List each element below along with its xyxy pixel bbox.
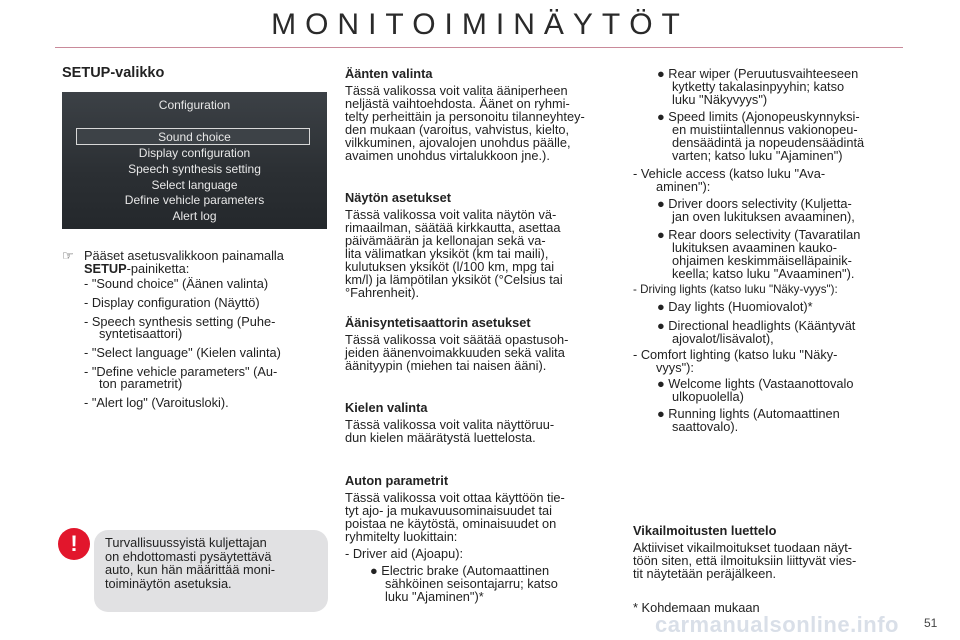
warning-line: Turvallisuussyistä kuljettajan: [105, 535, 267, 550]
list-item: - "Define vehicle parameters" (Au-: [84, 364, 278, 379]
section-title: SETUP-valikko: [62, 65, 165, 81]
dash-line: - Comfort lighting (katso luku "Näky-: [633, 347, 838, 362]
list-item-continued: ton parametrit): [99, 376, 183, 391]
welcome-lights-bullet: [657, 377, 900, 403]
bullet-line: kytketty takalasinpyyhin; katso: [672, 79, 845, 94]
page-number: 51: [924, 616, 938, 630]
bullet-line: ajovalot/lisävalot),: [672, 331, 774, 346]
bullet-line: ulkopuolella): [672, 389, 744, 404]
display-settings-text: [345, 208, 614, 299]
bullet-line: luku "Ajaminen")*: [385, 589, 484, 604]
bullet-line: ● Welcome lights (Vastaanottovalo: [657, 376, 854, 391]
bullet-line: en muistiintallennus vakionopeu-: [672, 122, 858, 137]
text-line: ryhmitelty luokittain:: [345, 529, 458, 544]
text-line: kulutuksen yksiköt (l/100 km, mpg tai: [345, 259, 555, 274]
intro-line-rest: -painiketta:: [126, 261, 190, 276]
screen-item-display-configuration: Display configuration: [138, 146, 251, 160]
text-line: töön siten, että ilmoituksiin liittyvät vies-: [633, 553, 857, 568]
text-line: äänityypin (miehen tai naisen ääni).: [345, 358, 547, 373]
text-line: °Fahrenheit).: [345, 285, 420, 300]
vehicle-access-item: [633, 167, 900, 193]
bullet-line: ● Driver doors selectivity (Kuljetta-: [657, 196, 852, 211]
screen-item-vehicle-parameters: Define vehicle parameters: [124, 193, 265, 207]
text-line: lita välimatkan yksiköt (km tai maili),: [345, 246, 549, 261]
intro-text: [84, 249, 327, 275]
screen-item-select-language: Select language: [151, 178, 238, 192]
warning-line: auto, kun hän määrittää moni-: [105, 562, 276, 577]
running-lights-bullet: [657, 407, 900, 433]
list-item: - "Sound choice" (Äänen valinta): [84, 276, 269, 291]
bullet-line: saattovalo).: [672, 419, 739, 434]
text-line: tyt ajo- ja mukavuusominaisuudet tai: [345, 503, 552, 518]
language-text: [345, 418, 614, 444]
text-line: Tässä valikossa voit säätää opastusoh-: [345, 332, 569, 347]
safety-warning-text: [105, 536, 321, 590]
alert-log-text: [633, 541, 900, 580]
speed-limits-bullet: [657, 110, 900, 162]
dash-line: aminen"):: [656, 179, 711, 194]
dash-line: - Vehicle access (katso luku "Ava-: [633, 166, 826, 181]
list-item: - "Alert log" (Varoitusloki).: [84, 395, 229, 410]
heading-sound-choice: Äänten valinta: [345, 66, 433, 81]
bullet-line: ● Speed limits (Ajonopeuskynnyksi-: [657, 109, 860, 124]
text-line: neljästä vaihtoehdosta. Äänet on ryhmi-: [345, 96, 570, 111]
warning-icon: !: [58, 528, 90, 560]
list-item: - Speech synthesis setting (Puhe-: [84, 314, 276, 329]
pointer-icon: ☞: [62, 248, 74, 263]
bullet-line: densäädintä ja nopeudensäädintä: [672, 135, 865, 150]
footnote: * Kohdemaan mukaan: [633, 600, 760, 615]
text-line: rimaailman, säätää kirkkautta, asettaa: [345, 220, 561, 235]
text-line: vilkkuminen, ajovalojen unohdus päälle,: [345, 135, 571, 150]
bullet-line: jan oven lukituksen avaaminen),: [672, 209, 855, 224]
rear-wiper-bullet: [657, 67, 900, 106]
list-item: - "Select language" (Kielen valinta): [84, 345, 281, 360]
heading-speech-synthesis: Äänisyntetisaattorin asetukset: [345, 315, 531, 330]
setup-button-name: SETUP: [84, 261, 127, 276]
text-line: poistaa ne käytöstä, ominaisuudet on: [345, 516, 557, 531]
rear-doors-bullet: [657, 228, 900, 280]
heading-display-settings: Näytön asetukset: [345, 190, 451, 205]
bullet-line: ● Running lights (Automaattinen: [657, 406, 840, 421]
text-line: Tässä valikossa voit valita ääniperheen: [345, 83, 568, 98]
speech-synthesis-text: [345, 333, 614, 372]
dash-line: vyys"):: [656, 360, 694, 375]
text-line: jeiden äänenvoimakkuuden sekä valita: [345, 345, 565, 360]
list-item-continued: syntetisaattori): [99, 326, 183, 341]
day-lights-bullet: ● Day lights (Huomiovalot)*: [657, 299, 813, 314]
title-divider: [55, 47, 903, 48]
bullet-line: lukituksen avaaminen kauko-: [672, 240, 838, 255]
watermark: carmanualsonline.info: [655, 612, 899, 637]
page-title: MONITOIMINÄYTÖT: [271, 8, 689, 41]
electric-brake-bullet: [370, 564, 614, 603]
sound-choice-text: [345, 84, 614, 162]
bullet-line: ● Electric brake (Automaattinen: [370, 563, 550, 578]
configuration-screen-image: [62, 92, 327, 229]
text-line: telty perheittäin ja personoitu tilanneyhtey-: [345, 109, 585, 124]
driver-aid-item: - Driver aid (Ajoapu):: [345, 546, 464, 561]
text-line: tit näytetään peräjälkeen.: [633, 566, 776, 581]
directional-headlights-bullet: [657, 319, 900, 345]
setup-menu-list: [84, 278, 327, 409]
list-item: - Display configuration (Näyttö): [84, 295, 260, 310]
bullet-line: keella; katso luku "Avaaminen").: [672, 266, 855, 281]
text-line: Tässä valikossa voit valita näyttöruu-: [345, 417, 555, 432]
bullet-line: ● Directional headlights (Kääntyvät: [657, 318, 856, 333]
comfort-lighting-item: [633, 348, 900, 374]
screen-header: Configuration: [158, 98, 231, 112]
bullet-line: sähköinen seisontajarru; katso: [385, 576, 558, 591]
vehicle-parameters-text: [345, 491, 614, 543]
bullet-line: ● Rear wiper (Peruutusvaihteeseen: [657, 66, 859, 81]
text-line: dun kielen määrätystä luettelosta.: [345, 430, 536, 445]
bullet-line: ohjaimen keskimmäiselläpainik-: [672, 253, 852, 268]
text-line: Tässä valikossa voit valita näytön vä-: [345, 207, 557, 222]
bullet-line: varten; katso luku "Ajaminen"): [672, 148, 843, 163]
driving-lights-item: - Driving lights (katso luku "Näky-vyys"):: [633, 283, 838, 296]
text-line: päivämäärän ja kellonajan sekä va-: [345, 233, 546, 248]
warning-line: on ehdottomasti pysäytettävä: [105, 548, 272, 564]
text-line: km/l) ja lämpötilan yksiköt (°Celsius tai: [345, 272, 563, 287]
screen-item-alert-log: Alert log: [172, 209, 217, 223]
text-line: Aktiiviset vikailmoitukset tuodaan näyt-: [633, 540, 853, 555]
heading-language: Kielen valinta: [345, 400, 428, 415]
heading-alert-log: Vikailmoitusten luettelo: [633, 523, 777, 538]
bullet-line: ● Rear doors selectivity (Tavaratilan: [657, 227, 861, 242]
screen-item-speech-synthesis: Speech synthesis setting: [128, 162, 261, 176]
text-line: Tässä valikossa voit ottaa käyttöön tie-: [345, 490, 565, 505]
driver-doors-bullet: [657, 197, 900, 223]
text-line: den mukaan (varoitus, vahvistus, kielto,: [345, 122, 570, 137]
intro-line: Pääset asetusvalikkoon painamalla: [84, 248, 284, 263]
heading-vehicle-parameters: Auton parametrit: [345, 473, 449, 488]
bullet-line: luku "Näkyvyys"): [672, 92, 768, 107]
text-line: avaimen unohdus virtalukkoon jne.).: [345, 148, 550, 163]
warning-line: toiminäytön asetuksia.: [105, 575, 232, 591]
screen-item-sound-choice: Sound choice: [158, 130, 231, 144]
